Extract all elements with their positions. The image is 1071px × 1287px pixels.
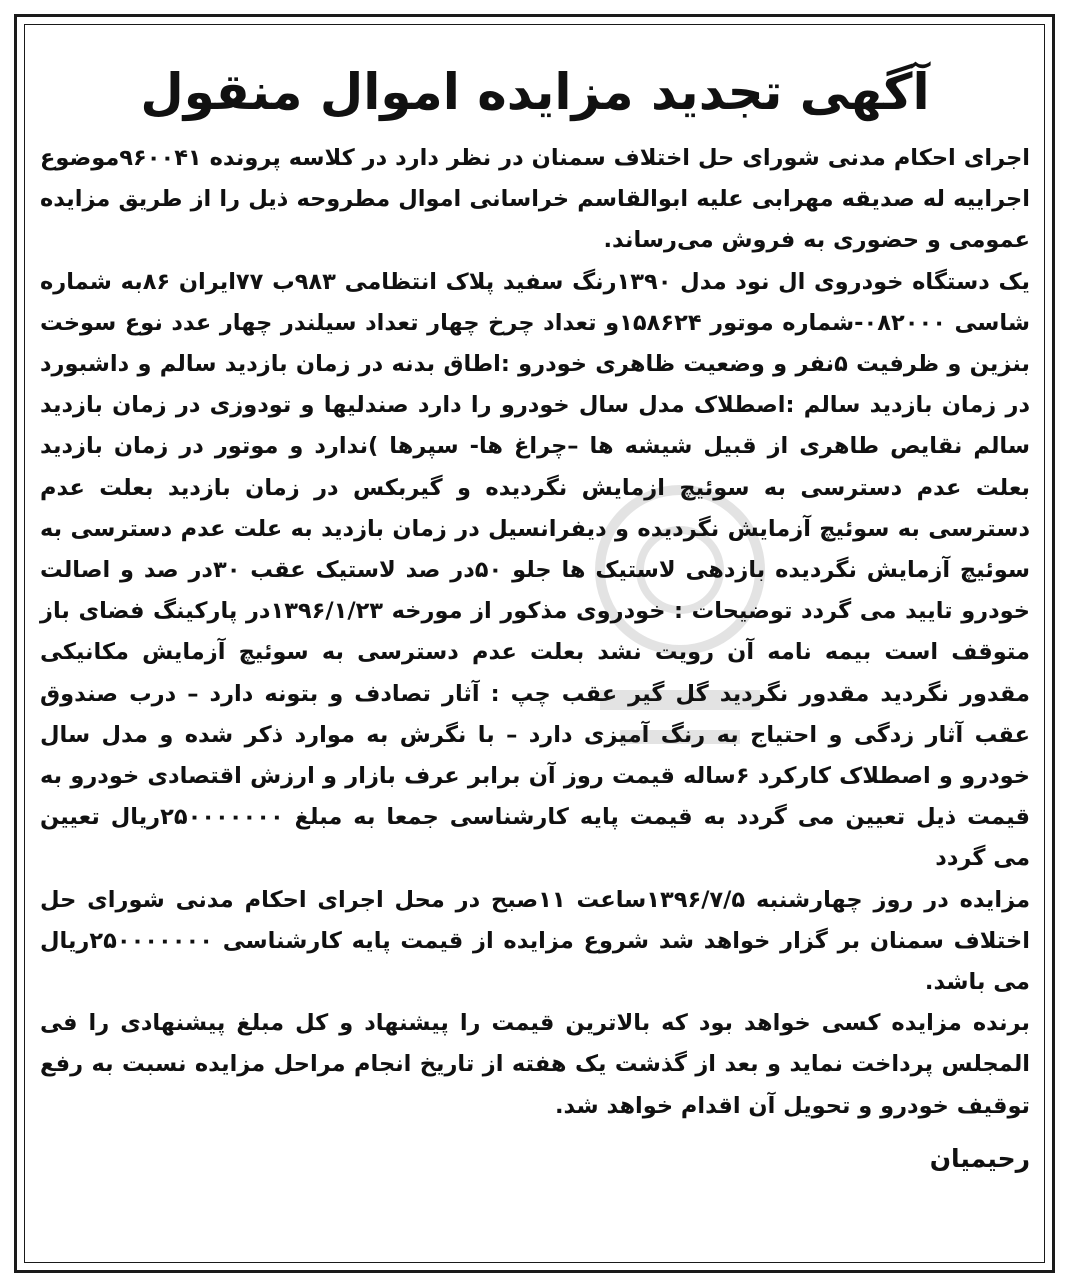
signature: رحیمیان <box>929 1143 1030 1173</box>
notice-title: آگهی تجدید مزایده اموال منقول <box>140 63 930 121</box>
auction-schedule-paragraph: مزایده در روز چهارشنبه ۱۳۹۶/۷/۵ساعت ۱۱صبح در محل اجرای احکام مدنی شورای حل اختلاف سمنان بر گزار خواهد شد شروع مزایده از قیمت پایه کارشناسی ۲۵۰۰۰۰۰۰۰ریال می باشد. <box>40 886 1030 996</box>
intro-paragraph: اجرای احکام مدنی شورای حل اختلاف سمنان در نظر دارد در کلاسه پرونده ۹۶۰۰۴۱موضوع اجراییه له صدیقه مهرابی علیه ابوالقاسم خراسانی اموال مطروحه ذیل را از طریق مزایده عمومی و حضوری به فروش می‌رساند. <box>40 145 1030 254</box>
vehicle-description-paragraph: یک دستگاه خودروی ال نود مدل ۱۳۹۰رنگ سفید پلاک انتظامی ۹۸۳ب ۷۷ایران ۸۶به شماره شاسی ۰۸۲۰۰۰-شماره موتور ۱۵۸۶۲۴و تعداد چرخ چهار تعداد سیلندر چهار عدد نوع سوخت بنزین و ظرفیت ۵نفر و وضعیت ظاهری خودرو :اطاق بدنه در زمان بازدید سالم و داشبورد در زمان بازدید سالم :اصطلاک مدل سال خودرو را دارد صندلیها و تودوزی در زمان بازدید سالم نقایص طاهری از قبیل شیشه ها –چراغ ها- سپرها )ندارد و موتور در زمان بازدید بعلت عدم دسترسی به سوئیچ ازمایش نگردیده و گیربکس در زمان بازدید بعلت عدم دسترسی به سوئیچ آزمایش نگردیده و دیفرانسیل در زمان بازدید به علت عدم دسترسی به سوئیچ آزمایش نگردیده بازدهی لاستیک ها جلو ۵۰در صد لاستیک عقب ۳۰در صد و اصالت خودرو تایید می گردد توضیحات : خودروی مذکور از مورخه ۱۳۹۶/۱/۲۳در پارکینگ فضای باز متوقف است بیمه نامه آن رویت نشد بعلت عدم دسترسی به سوئیچ آزمایش مکانیکی مقدور نگردید مقدور نگردید گل گیر عقب چپ : آثار تصادف و بتونه دارد – درب صندوق عقب آثار زدگی و احتیاج به رنگ آمیزی دارد – با نگرش به موارد ذکر شده و مدل سال خودرو و اصطلاک کارکرد ۶ساله قیمت روز آن برابر عرف بازار و ارزش اقتصادی خودرو به قیمت ذیل تعیین می گردد به قیمت پایه کارشناسی جمعا به مبلغ ۲۵۰۰۰۰۰۰۰ریال تعیین می گردد <box>40 268 1030 872</box>
winner-terms-paragraph: برنده مزایده کسی خواهد بود که بالاترین قیمت را پیشنهاد و کل مبلغ پیشنهادی را فی المجلس پرداخت نماید و بعد از گذشت یک هفته از تاریخ انجام مراحل مزایده نسبت به رفع توقیف خودرو و تحویل آن اقدام خواهد شد. <box>40 1010 1030 1119</box>
notice-body <box>40 52 1030 1181</box>
